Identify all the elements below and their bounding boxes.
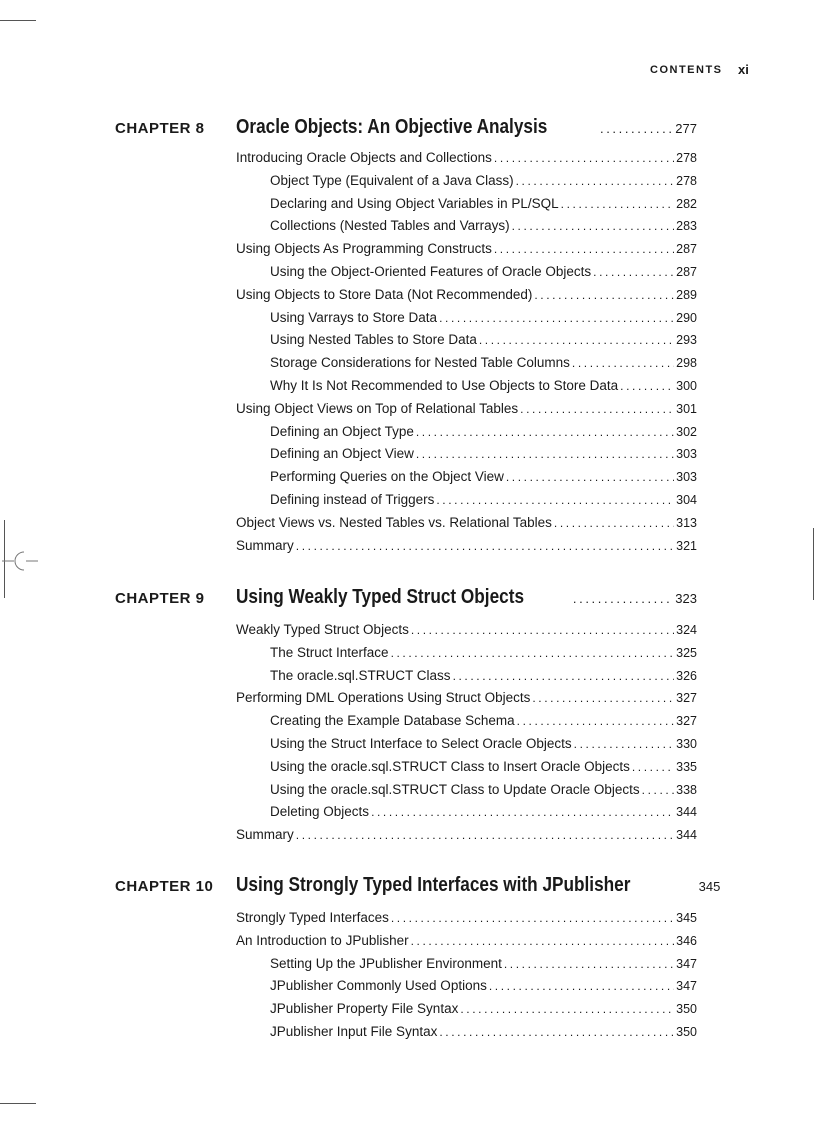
toc-entry-page: 321 — [676, 538, 697, 553]
dot-leader — [520, 402, 674, 416]
toc-entry-page: 350 — [676, 1024, 697, 1039]
toc-entry-page: 303 — [676, 447, 697, 462]
toc-entry[interactable] — [236, 622, 697, 645]
toc-entry-title: JPublisher Commonly Used Options — [270, 978, 487, 994]
toc-entry[interactable] — [236, 378, 697, 401]
toc-entry-title: An Introduction to JPublisher — [236, 932, 409, 948]
dot-leader — [506, 470, 674, 484]
dot-leader — [632, 760, 674, 774]
chapter-page-number: 323 — [675, 591, 697, 606]
toc-entry-title: Declaring and Using Object Variables in PL/SQL — [270, 195, 559, 211]
dot-leader — [494, 242, 674, 256]
chapter-title-row[interactable] — [236, 874, 721, 897]
crop-mark-top-left — [0, 20, 36, 21]
toc-entry-title: Performing DML Operations Using Struct Objects — [236, 690, 531, 706]
toc-entry[interactable] — [236, 196, 697, 219]
toc-entry-page: 346 — [676, 933, 697, 948]
toc-entry-page: 302 — [676, 424, 697, 439]
toc-entry-title: Using the oracle.sql.STRUCT Class to Insert Oracle Objects — [270, 758, 630, 774]
toc-entry-list — [236, 910, 697, 1047]
toc-entry-page: 327 — [676, 691, 697, 706]
toc-entry-title: Using the Struct Interface to Select Oracle Objects — [270, 735, 572, 751]
toc-entry-page: 313 — [676, 515, 697, 530]
toc-entry[interactable] — [236, 241, 697, 264]
chapter-title-row[interactable] — [236, 116, 697, 139]
toc-entry[interactable] — [236, 1001, 697, 1024]
dot-leader — [439, 1025, 674, 1039]
toc-entry-page: 287 — [676, 242, 697, 257]
dot-leader — [600, 121, 673, 136]
toc-entry-title: Performing Queries on the Object View — [270, 469, 504, 485]
running-header-page-number: xi — [738, 62, 749, 77]
dot-leader — [642, 783, 674, 797]
toc-entry[interactable] — [236, 446, 697, 469]
toc-entry-title: Storage Considerations for Nested Table Columns — [270, 355, 570, 371]
toc-entry-page: 345 — [676, 911, 697, 925]
dot-leader — [532, 691, 674, 705]
chapter-page-number: 277 — [675, 121, 697, 136]
dot-leader — [460, 1002, 674, 1016]
toc-entry-list — [236, 150, 697, 560]
toc-entry[interactable] — [236, 218, 697, 241]
dot-leader — [439, 311, 674, 325]
toc-entry[interactable] — [236, 287, 697, 310]
chapter-title-row[interactable] — [236, 586, 697, 609]
toc-entry[interactable] — [236, 332, 697, 355]
toc-entry[interactable] — [236, 515, 697, 538]
running-header-contents: CONTENTS — [650, 64, 723, 76]
chapter-label: CHAPTER 8 — [115, 120, 205, 137]
toc-entry-title: Weakly Typed Struct Objects — [236, 622, 409, 637]
dot-leader — [371, 805, 674, 819]
crop-mark-right-bar — [813, 528, 814, 600]
toc-entry[interactable] — [236, 668, 697, 691]
toc-entry-page: 325 — [676, 645, 697, 660]
dot-leader — [436, 493, 674, 507]
toc-entry-page: 283 — [676, 219, 697, 234]
toc-entry-page: 324 — [676, 623, 697, 637]
toc-entry[interactable] — [236, 690, 697, 713]
toc-entry[interactable] — [236, 827, 697, 850]
dot-leader — [411, 934, 675, 948]
toc-entry-title: Setting Up the JPublisher Environment — [270, 955, 502, 971]
toc-entry[interactable] — [236, 910, 697, 933]
toc-entry[interactable] — [236, 424, 697, 447]
toc-entry-page: 282 — [676, 196, 697, 211]
toc-entry-title: Collections (Nested Tables and Varrays) — [270, 218, 510, 234]
crop-mark-bottom-left — [0, 1103, 36, 1104]
toc-entry-title: Using the oracle.sql.STRUCT Class to Update Oracle Objects — [270, 781, 640, 797]
toc-entry[interactable] — [236, 310, 697, 333]
toc-entry-page: 301 — [676, 401, 697, 416]
toc-entry-title: Defining an Object Type — [270, 423, 414, 439]
toc-entry-title: Using the Object-Oriented Features of Oracle Objects — [270, 263, 592, 279]
toc-entry-title: Using Objects As Programming Constructs — [236, 241, 492, 257]
toc-entry-title: The Struct Interface — [270, 644, 389, 660]
toc-entry-page: 289 — [676, 287, 697, 302]
toc-entry[interactable] — [236, 978, 697, 1001]
toc-entry[interactable] — [236, 173, 697, 196]
dot-leader — [296, 539, 674, 553]
dot-leader — [554, 516, 674, 530]
toc-entry-title: Using Objects to Store Data (Not Recommended) — [236, 286, 533, 302]
toc-entry[interactable] — [236, 759, 697, 782]
toc-entry-page: 338 — [676, 782, 697, 797]
dot-leader — [561, 197, 674, 211]
dot-leader — [504, 957, 674, 971]
toc-entry-page: 350 — [676, 1002, 697, 1017]
chapter-heading — [115, 586, 697, 610]
dot-leader — [416, 447, 674, 461]
toc-entry-title: Why It Is Not Recommended to Use Objects to Store Data — [270, 377, 619, 393]
dot-leader — [593, 265, 674, 279]
toc-entry[interactable] — [236, 713, 697, 736]
toc-entry-page: 347 — [676, 979, 697, 994]
toc-entry-page: 293 — [676, 333, 697, 348]
toc-entry-page: 290 — [676, 310, 697, 325]
toc-entry-title: Defining an Object View — [270, 446, 414, 462]
chapter-heading — [115, 116, 697, 140]
chapter-label: CHAPTER 9 — [115, 590, 205, 607]
toc-entry-page: 327 — [676, 714, 697, 729]
dot-leader — [572, 356, 674, 370]
toc-entry-title: Strongly Typed Interfaces — [236, 910, 389, 925]
dot-leader — [517, 714, 675, 728]
toc-entry[interactable] — [236, 736, 697, 759]
chapter-title: Using Weakly Typed Struct Objects — [236, 586, 525, 608]
toc-entry-title: Using Nested Tables to Store Data — [270, 332, 477, 348]
toc-entry-list — [236, 622, 697, 850]
toc-entry-title: JPublisher Property File Syntax — [270, 1001, 459, 1017]
dot-leader — [453, 669, 675, 683]
dot-leader — [574, 737, 675, 751]
dot-leader — [411, 623, 674, 637]
dot-leader — [620, 379, 674, 393]
dot-leader — [391, 911, 674, 925]
toc-entry-page: 300 — [676, 378, 697, 393]
toc-entry-title: Defining instead of Triggers — [270, 491, 435, 507]
toc-entry-page: 335 — [676, 759, 697, 774]
toc-entry[interactable] — [236, 401, 697, 424]
registration-mark — [2, 548, 38, 574]
toc-entry-title: Object Views vs. Nested Tables vs. Relational Tables — [236, 514, 552, 530]
toc-entry-title: Summary — [236, 537, 294, 553]
toc-entry-page: 330 — [676, 736, 697, 751]
toc-entry-page: 344 — [676, 805, 697, 820]
toc-entry-title: Summary — [236, 827, 294, 843]
toc-entry-page: 287 — [676, 264, 697, 279]
toc-entry-title: Introducing Oracle Objects and Collections — [236, 150, 492, 165]
toc-entry-page: 344 — [676, 828, 697, 843]
toc-entry[interactable] — [236, 355, 697, 378]
chapter-title: Oracle Objects: An Objective Analysis — [236, 116, 548, 138]
toc-entry[interactable] — [236, 804, 697, 827]
toc-entry[interactable] — [236, 956, 697, 979]
chapter-heading — [115, 874, 721, 898]
chapter-label: CHAPTER 10 — [115, 878, 214, 895]
toc-entry[interactable] — [236, 264, 697, 287]
toc-entry-title: Object Type (Equivalent of a Java Class) — [270, 172, 514, 188]
toc-entry-page: 326 — [676, 668, 697, 683]
dot-leader — [494, 151, 674, 165]
toc-entry[interactable] — [236, 645, 697, 668]
toc-entry-page: 347 — [676, 956, 697, 971]
toc-entry[interactable] — [236, 150, 697, 173]
dot-leader — [296, 828, 674, 842]
dot-leader — [573, 591, 673, 606]
toc-entry-page: 278 — [676, 173, 697, 188]
dot-leader — [489, 979, 674, 993]
toc-entry-page: 298 — [676, 356, 697, 371]
toc-entry-page: 304 — [676, 492, 697, 507]
dot-leader — [391, 646, 675, 660]
toc-entry-title: Using Varrays to Store Data — [270, 309, 438, 325]
toc-entry[interactable] — [236, 469, 697, 492]
dot-leader — [479, 333, 674, 347]
toc-entry[interactable] — [236, 538, 697, 561]
dot-leader — [516, 174, 675, 188]
toc-entry-title: Using Object Views on Top of Relational Tables — [236, 400, 519, 416]
toc-entry[interactable] — [236, 1024, 697, 1047]
toc-entry-title: Creating the Example Database Schema — [270, 713, 515, 729]
toc-entry[interactable] — [236, 492, 697, 515]
chapter-page-number: 345 — [698, 879, 721, 894]
dot-leader — [512, 219, 675, 233]
toc-entry-title: Deleting Objects — [270, 804, 370, 820]
chapter-title: Using Strongly Typed Interfaces with JPublisher — [236, 874, 631, 896]
toc-entry[interactable] — [236, 933, 697, 956]
toc-entry-title: JPublisher Input File Syntax — [270, 1023, 438, 1039]
dot-leader — [416, 425, 674, 439]
toc-entry-page: 278 — [676, 151, 697, 165]
toc-entry-page: 303 — [676, 470, 697, 485]
dot-leader — [534, 288, 674, 302]
toc-entry[interactable] — [236, 782, 697, 805]
toc-entry-title: The oracle.sql.STRUCT Class — [270, 667, 451, 683]
